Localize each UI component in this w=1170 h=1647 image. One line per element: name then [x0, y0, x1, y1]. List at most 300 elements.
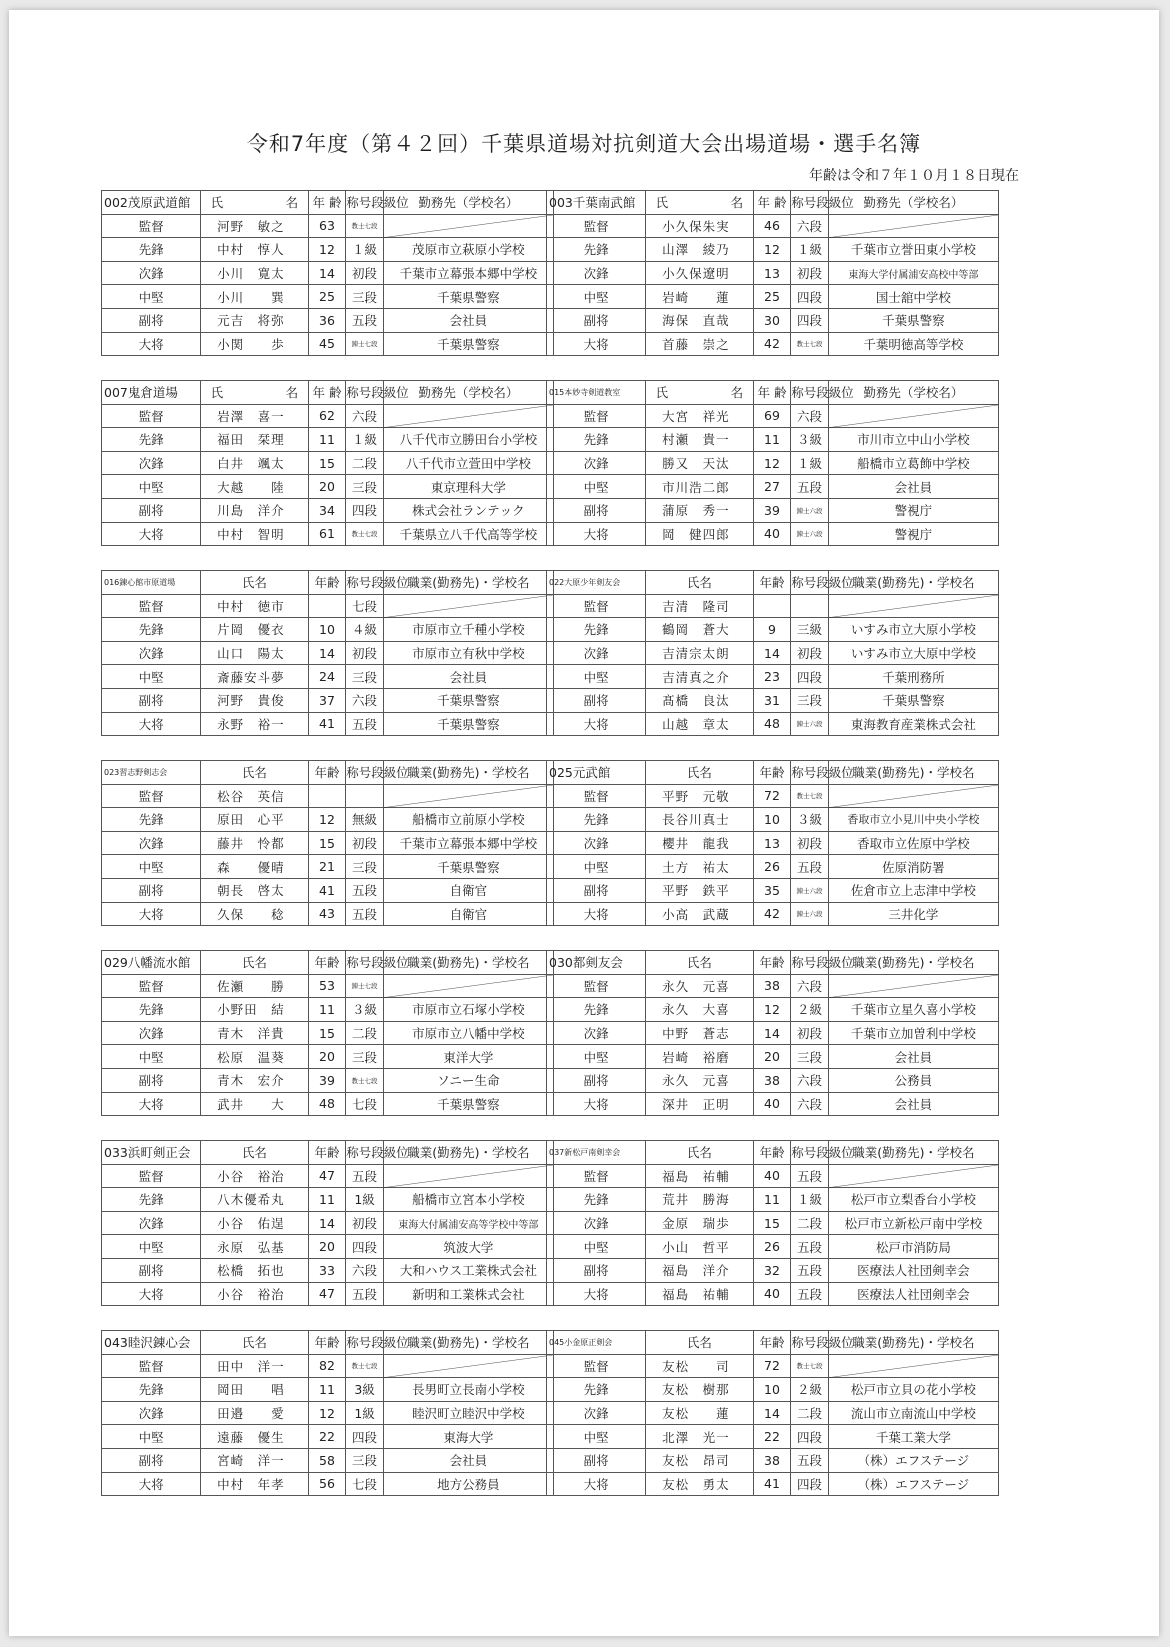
position-cell: 中堅	[102, 475, 201, 499]
player-name-cell: 長谷川真士	[646, 808, 754, 832]
workplace-cell: 千葉刑務所	[828, 665, 998, 689]
player-name-cell: 土方 祐太	[646, 855, 754, 879]
table-row	[547, 1354, 999, 1378]
slash-cell	[828, 974, 998, 998]
age-cell: 48	[308, 1092, 346, 1116]
age-cell: 22	[308, 1425, 346, 1449]
player-name-cell: 青木 宏介	[201, 1068, 309, 1092]
position-cell: 副将	[102, 1258, 201, 1282]
grade-cell: ３級	[346, 998, 384, 1022]
player-name-cell: 福島 洋介	[646, 1258, 754, 1282]
club-name: 029八幡流水館	[102, 951, 201, 975]
workplace-cell: 警視庁	[828, 522, 998, 546]
position-cell: 監督	[547, 594, 646, 618]
player-name-cell: 松谷 英信	[201, 784, 309, 808]
workplace-cell: 香取市立佐原中学校	[828, 831, 998, 855]
age-cell: 72	[753, 1354, 791, 1378]
header-work: 職業(勤務先)・学校名	[828, 1331, 998, 1355]
header-name: 氏名	[201, 1141, 309, 1165]
workplace-cell: 市原市立八幡中学校	[383, 1021, 553, 1045]
header-age: 年齢	[308, 761, 346, 785]
workplace-cell: 東京理科大学	[383, 475, 553, 499]
player-name-cell: 岩崎 裕磨	[646, 1045, 754, 1069]
grade-cell: 四段	[791, 308, 829, 332]
position-cell: 監督	[102, 974, 201, 998]
grade-cell: 初段	[346, 1211, 384, 1235]
header-grade: 称号段級位	[791, 381, 829, 405]
header-name: 氏 名	[201, 381, 309, 405]
position-cell: 先鋒	[102, 1188, 201, 1212]
table-row	[102, 855, 554, 879]
table-row	[102, 214, 554, 238]
table-row	[547, 1472, 999, 1496]
workplace-cell: （株）エフステージ	[828, 1448, 998, 1472]
player-name-cell: 小川 巽	[201, 285, 309, 309]
header-work: 職業(勤務先)・学校名	[828, 571, 998, 595]
player-name-cell: 小谷 佑逞	[201, 1211, 309, 1235]
position-cell: 大将	[102, 332, 201, 356]
grade-cell: 初段	[346, 831, 384, 855]
header-work: 職業(勤務先)・学校名	[828, 1141, 998, 1165]
table-row	[547, 238, 999, 262]
grade-cell: 教士七段	[346, 214, 384, 238]
workplace-cell: 大和ハウス工業株式会社	[383, 1258, 553, 1282]
team-table	[101, 950, 554, 1116]
grade-cell: 教士七段	[791, 784, 829, 808]
age-cell: 14	[308, 1211, 346, 1235]
grade-cell: 六段	[346, 1258, 384, 1282]
age-cell: 13	[753, 261, 791, 285]
workplace-cell: 千葉明徳高等学校	[828, 332, 998, 356]
position-cell: 中堅	[547, 855, 646, 879]
workplace-cell: 公務員	[828, 1068, 998, 1092]
workplace-cell: 千葉市立幕張本郷中学校	[383, 261, 553, 285]
table-row	[102, 1092, 554, 1116]
grade-cell: 初段	[346, 261, 384, 285]
age-cell: 53	[308, 974, 346, 998]
position-cell: 次鋒	[547, 831, 646, 855]
grade-cell: 錬士六段	[791, 498, 829, 522]
player-name-cell: 森 優晴	[201, 855, 309, 879]
player-name-cell: 小関 歩	[201, 332, 309, 356]
workplace-cell: 会社員	[383, 308, 553, 332]
table-row	[102, 475, 554, 499]
header-grade: 称号段級位	[791, 1331, 829, 1355]
age-cell: 32	[753, 1258, 791, 1282]
age-cell: 13	[753, 831, 791, 855]
position-cell: 先鋒	[102, 618, 201, 642]
header-grade: 称号段級位	[791, 951, 829, 975]
grade-cell: ４級	[346, 618, 384, 642]
table-row	[102, 1235, 554, 1259]
table-row	[547, 1258, 999, 1282]
player-name-cell: 大越 陸	[201, 475, 309, 499]
position-cell: 先鋒	[547, 238, 646, 262]
slash-cell	[828, 404, 998, 428]
position-cell: 大将	[102, 902, 201, 926]
grade-cell: 1級	[346, 1188, 384, 1212]
header-grade: 称号段級位	[346, 951, 384, 975]
header-grade: 称号段級位	[346, 381, 384, 405]
grade-cell: 初段	[791, 1021, 829, 1045]
grade-cell: 二段	[791, 1211, 829, 1235]
position-cell: 副将	[547, 1258, 646, 1282]
grade-cell: 六段	[346, 688, 384, 712]
header-grade: 称号段級位	[791, 571, 829, 595]
header-work: 職業(勤務先)・学校名	[383, 1331, 553, 1355]
age-cell: 69	[753, 404, 791, 428]
age-cell: 48	[753, 712, 791, 736]
position-cell: 副将	[547, 1448, 646, 1472]
player-name-cell: 岩澤 喜一	[201, 404, 309, 428]
player-name-cell: 小谷 裕治	[201, 1282, 309, 1306]
position-cell: 次鋒	[102, 1211, 201, 1235]
grade-cell: 錬士七段	[346, 974, 384, 998]
team-table	[546, 760, 999, 926]
grade-cell: 教士七段	[346, 522, 384, 546]
workplace-cell: 千葉市立加曽利中学校	[828, 1021, 998, 1045]
workplace-cell: いすみ市立大原中学校	[828, 641, 998, 665]
header-work: 勤務先（学校名）	[828, 381, 998, 405]
position-cell: 中堅	[102, 1045, 201, 1069]
player-name-cell: 吉清 隆司	[646, 594, 754, 618]
age-cell: 14	[753, 1401, 791, 1425]
player-name-cell: 中村 智明	[201, 522, 309, 546]
header-name: 氏名	[646, 951, 754, 975]
header-age: 年 齢	[753, 381, 791, 405]
age-cell	[753, 594, 791, 618]
position-cell: 中堅	[547, 1235, 646, 1259]
player-name-cell: 朝長 啓太	[201, 878, 309, 902]
position-cell: 先鋒	[102, 1378, 201, 1402]
club-name: 037新松戸南剣幸会	[547, 1141, 646, 1165]
club-name: 033浜町剣正会	[102, 1141, 201, 1165]
table-row	[102, 1354, 554, 1378]
team-table	[546, 190, 999, 356]
player-name-cell: 平野 元敬	[646, 784, 754, 808]
workplace-cell: 千葉県警察	[383, 855, 553, 879]
table-row	[547, 1448, 999, 1472]
position-cell: 監督	[547, 1354, 646, 1378]
grade-cell	[791, 594, 829, 618]
workplace-cell: 市原市立有秋中学校	[383, 641, 553, 665]
table-row	[102, 1068, 554, 1092]
grade-cell: １級	[346, 238, 384, 262]
workplace-cell: 長男町立長南小学校	[383, 1378, 553, 1402]
age-cell: 40	[753, 1164, 791, 1188]
grade-cell: ３級	[791, 428, 829, 452]
slash-cell	[828, 1354, 998, 1378]
age-cell: 41	[308, 878, 346, 902]
club-name: 003千葉南武館	[547, 191, 646, 215]
age-cell: 23	[753, 665, 791, 689]
workplace-cell: ソニー生命	[383, 1068, 553, 1092]
age-cell	[308, 594, 346, 618]
workplace-cell: 会社員	[383, 1448, 553, 1472]
position-cell: 監督	[547, 214, 646, 238]
workplace-cell: 東海教育産業株式会社	[828, 712, 998, 736]
age-cell: 42	[753, 902, 791, 926]
workplace-cell: 香取市立小見川中央小学校	[828, 808, 998, 832]
position-cell: 大将	[102, 1282, 201, 1306]
player-name-cell: 八木優希丸	[201, 1188, 309, 1212]
grade-cell: 錬士六段	[791, 712, 829, 736]
club-name: 030都剣友会	[547, 951, 646, 975]
workplace-cell: 流山市立南流山中学校	[828, 1401, 998, 1425]
age-cell: 40	[753, 1282, 791, 1306]
position-cell: 副将	[102, 878, 201, 902]
player-name-cell: 荒井 勝海	[646, 1188, 754, 1212]
grade-cell: １級	[791, 451, 829, 475]
player-name-cell: 首藤 崇之	[646, 332, 754, 356]
workplace-cell: 自衛官	[383, 902, 553, 926]
table-row	[547, 1235, 999, 1259]
table-row	[547, 1092, 999, 1116]
header-name: 氏名	[201, 571, 309, 595]
grade-cell: 七段	[346, 1472, 384, 1496]
grade-cell: ２級	[791, 1378, 829, 1402]
player-name-cell: 小久保遼明	[646, 261, 754, 285]
player-name-cell: 川島 洋介	[201, 498, 309, 522]
age-cell: 20	[753, 1045, 791, 1069]
table-row	[547, 522, 999, 546]
table-row	[102, 1211, 554, 1235]
workplace-cell: 船橋市立宮本小学校	[383, 1188, 553, 1212]
grade-cell: 六段	[791, 1092, 829, 1116]
header-name: 氏名	[646, 761, 754, 785]
slash-cell	[828, 594, 998, 618]
age-cell: 11	[308, 428, 346, 452]
position-cell: 中堅	[102, 665, 201, 689]
team-table	[101, 760, 554, 926]
table-row	[102, 688, 554, 712]
table-row	[547, 878, 999, 902]
position-cell: 次鋒	[547, 451, 646, 475]
position-cell: 副将	[102, 498, 201, 522]
age-cell: 11	[308, 1378, 346, 1402]
workplace-cell: 市原市立石塚小学校	[383, 998, 553, 1022]
grade-cell: 五段	[791, 1258, 829, 1282]
grade-cell: 四段	[791, 665, 829, 689]
position-cell: 副将	[102, 1068, 201, 1092]
grade-cell: 錬士六段	[791, 522, 829, 546]
grade-cell: 六段	[791, 1068, 829, 1092]
workplace-cell: 千葉市立幕張本郷中学校	[383, 831, 553, 855]
table-row	[102, 285, 554, 309]
grade-cell: 五段	[791, 1282, 829, 1306]
grade-cell: 五段	[791, 1164, 829, 1188]
age-cell: 38	[753, 974, 791, 998]
grade-cell: 錬士六段	[791, 902, 829, 926]
workplace-cell: 市原市立千種小学校	[383, 618, 553, 642]
page-title: 令和7年度（第４２回）千葉県道場対抗剣道大会出場道場・選手名簿	[246, 132, 922, 156]
workplace-cell: （株）エフステージ	[828, 1472, 998, 1496]
grade-cell: 六段	[346, 404, 384, 428]
workplace-cell: 松戸市立新松戸南中学校	[828, 1211, 998, 1235]
table-row	[547, 902, 999, 926]
position-cell: 監督	[102, 214, 201, 238]
table-row	[547, 808, 999, 832]
grade-cell: 六段	[791, 974, 829, 998]
position-cell: 大将	[547, 1092, 646, 1116]
header-age: 年 齢	[753, 191, 791, 215]
workplace-cell: 千葉市立星久喜小学校	[828, 998, 998, 1022]
slash-cell	[383, 784, 553, 808]
age-cell: 12	[308, 238, 346, 262]
player-name-cell: 藤井 怜都	[201, 831, 309, 855]
player-name-cell: 佐瀬 勝	[201, 974, 309, 998]
age-cell: 62	[308, 404, 346, 428]
slash-cell	[383, 1354, 553, 1378]
player-name-cell: 市川浩二郎	[646, 475, 754, 499]
table-row	[547, 855, 999, 879]
player-name-cell: 福田 栞理	[201, 428, 309, 452]
slash-cell	[383, 594, 553, 618]
club-name: 045小金原正剣会	[547, 1331, 646, 1355]
position-cell: 大将	[102, 1472, 201, 1496]
player-name-cell: 北澤 光一	[646, 1425, 754, 1449]
table-row	[102, 451, 554, 475]
grade-cell: 三段	[346, 285, 384, 309]
grade-cell: 錬士七段	[346, 332, 384, 356]
position-cell: 先鋒	[547, 1378, 646, 1402]
grade-cell: 五段	[791, 475, 829, 499]
position-cell: 中堅	[102, 855, 201, 879]
table-row	[102, 665, 554, 689]
position-cell: 先鋒	[547, 428, 646, 452]
age-cell: 11	[753, 428, 791, 452]
header-name: 氏 名	[201, 191, 309, 215]
player-name-cell: 岡田 唱	[201, 1378, 309, 1402]
player-name-cell: 勝又 天汰	[646, 451, 754, 475]
age-cell: 11	[308, 1188, 346, 1212]
table-row	[102, 308, 554, 332]
table-row	[102, 1164, 554, 1188]
player-name-cell: 河野 貴俊	[201, 688, 309, 712]
slash-cell	[383, 1164, 553, 1188]
player-name-cell: 松原 温葵	[201, 1045, 309, 1069]
age-cell: 40	[753, 522, 791, 546]
age-cell: 20	[308, 1045, 346, 1069]
player-name-cell: 友松 勇太	[646, 1472, 754, 1496]
age-cell: 36	[308, 308, 346, 332]
team-table	[101, 380, 554, 546]
document-page	[9, 10, 1159, 1636]
position-cell: 監督	[102, 784, 201, 808]
header-age: 年 齢	[308, 191, 346, 215]
workplace-cell: 佐原消防署	[828, 855, 998, 879]
grade-cell: 五段	[346, 1164, 384, 1188]
position-cell: 先鋒	[547, 998, 646, 1022]
grade-cell: 五段	[791, 855, 829, 879]
player-name-cell: 吉清宗太朗	[646, 641, 754, 665]
table-row	[547, 498, 999, 522]
table-row	[102, 261, 554, 285]
workplace-cell: 千葉県警察	[383, 1092, 553, 1116]
position-cell: 中堅	[547, 475, 646, 499]
club-name: 007鬼倉道場	[102, 381, 201, 405]
grade-cell: 教士七段	[791, 1354, 829, 1378]
grade-cell: 四段	[791, 285, 829, 309]
header-work: 勤務先（学校名）	[383, 381, 553, 405]
age-cell: 12	[753, 451, 791, 475]
table-row	[547, 285, 999, 309]
table-row	[547, 1068, 999, 1092]
header-work: 職業(勤務先)・学校名	[383, 571, 553, 595]
grade-cell: 教士七段	[346, 1068, 384, 1092]
workplace-cell: 松戸市立貝の花小学校	[828, 1378, 998, 1402]
player-name-cell: 福島 祐輔	[646, 1282, 754, 1306]
table-row	[547, 1188, 999, 1212]
table-row	[547, 641, 999, 665]
age-cell: 56	[308, 1472, 346, 1496]
grade-cell: 初段	[791, 641, 829, 665]
header-age: 年齢	[753, 571, 791, 595]
table-row	[102, 1401, 554, 1425]
grade-cell: 四段	[791, 1472, 829, 1496]
header-age: 年齢	[308, 1141, 346, 1165]
header-work: 職業(勤務先)・学校名	[383, 951, 553, 975]
team-table	[101, 1140, 554, 1306]
player-name-cell: 青木 洋貴	[201, 1021, 309, 1045]
grade-cell: 六段	[791, 214, 829, 238]
player-name-cell: 吉清真之介	[646, 665, 754, 689]
position-cell: 副将	[102, 308, 201, 332]
age-cell: 42	[753, 332, 791, 356]
player-name-cell: 福島 祐輔	[646, 1164, 754, 1188]
team-table	[546, 1330, 999, 1496]
position-cell: 次鋒	[102, 831, 201, 855]
header-age: 年齢	[753, 761, 791, 785]
position-cell: 次鋒	[102, 641, 201, 665]
position-cell: 先鋒	[102, 808, 201, 832]
age-cell: 11	[308, 998, 346, 1022]
workplace-cell: 筑波大学	[383, 1235, 553, 1259]
header-name: 氏名	[201, 1331, 309, 1355]
age-cell: 37	[308, 688, 346, 712]
team-table	[101, 570, 554, 736]
player-name-cell: 田中 洋一	[201, 1354, 309, 1378]
age-cell: 15	[308, 1021, 346, 1045]
header-grade: 称号段級位	[346, 1141, 384, 1165]
player-name-cell: 蒲原 秀一	[646, 498, 754, 522]
age-cell: 26	[753, 1235, 791, 1259]
player-name-cell: 原田 心平	[201, 808, 309, 832]
age-cell: 38	[753, 1068, 791, 1092]
workplace-cell: 睦沢町立睦沢中学校	[383, 1401, 553, 1425]
header-name: 氏名	[646, 571, 754, 595]
age-cell: 14	[308, 261, 346, 285]
header-grade: 称号段級位	[346, 571, 384, 595]
header-name: 氏名	[201, 761, 309, 785]
table-row	[102, 428, 554, 452]
position-cell: 次鋒	[547, 1021, 646, 1045]
position-cell: 監督	[102, 594, 201, 618]
table-row	[102, 498, 554, 522]
age-cell: 15	[753, 1211, 791, 1235]
header-name: 氏名	[646, 1331, 754, 1355]
workplace-cell: 千葉市立誉田東小学校	[828, 238, 998, 262]
age-cell: 11	[753, 1188, 791, 1212]
club-name: 015本妙寺剣道教室	[547, 381, 646, 405]
workplace-cell: 船橋市立葛飾中学校	[828, 451, 998, 475]
grade-cell: 二段	[791, 1401, 829, 1425]
grade-cell: 三段	[791, 1045, 829, 1069]
position-cell: 大将	[547, 332, 646, 356]
grade-cell: １級	[791, 1188, 829, 1212]
age-cell: 25	[308, 285, 346, 309]
grade-cell	[346, 784, 384, 808]
